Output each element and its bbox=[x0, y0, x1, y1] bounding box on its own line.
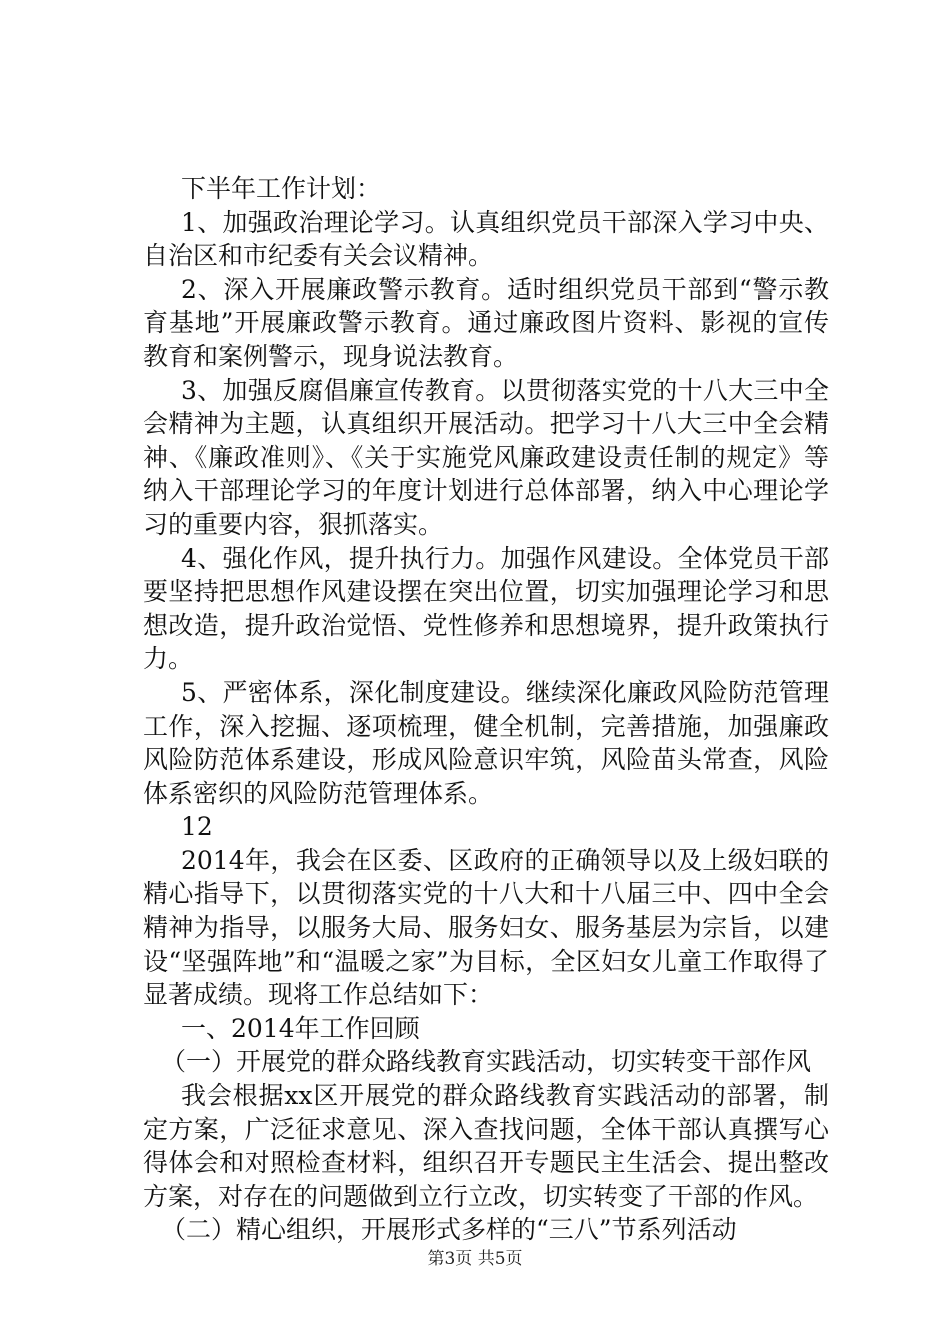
plan-item-5: 5、严密体系，深化制度建设。继续深化廉政风险防范管理工作，深入挖掘、逐项梳理，健全机制，完善措施，加强廉政风险防范体系建设，形成风险意识牢筑，风险苗头常查，风险体系密织的风险防范管理体系。 bbox=[143, 677, 829, 808]
section-heading-plan: 下半年工作计划： bbox=[181, 174, 382, 203]
summary-intro-paragraph: 2014年，我会在区委、区政府的正确领导以及上级妇联的精心指导下，以贯彻落实党的十八大和十八届三中、四中全会精神为指导，以服务大局、服务妇女、服务基层为宗旨，以建设“坚强阵地”和“温暖之家”为目标，全区妇女儿童工作取得了显著成绩。现将工作总结如下： bbox=[143, 845, 829, 1010]
separator-number: 12 bbox=[181, 812, 213, 842]
subsection-heading-1: （一）开展党的群众路线教育实践活动，切实转变干部作风 bbox=[161, 1047, 812, 1077]
subsection-1-paragraph: 我会根据xx区开展党的群众路线教育实践活动的部署，制定方案，广泛征求意见、深入查找问题，全体干部认真撰写心得体会和对照检查材料，组织召开专题民主生活会、提出整改方案，对存在的问题做到立行立改，切实转变了干部的作风。 bbox=[143, 1081, 829, 1211]
page-number-footer: 第3页 共5页 bbox=[427, 1249, 523, 1269]
subsection-heading-2: （二）精心组织，开展形式多样的“三八”节系列活动 bbox=[161, 1215, 737, 1245]
plan-item-2: 2、深入开展廉政警示教育。适时组织党员干部到“警示教育基地”开展廉政警示教育。通过廉政图片资料、影视的宣传教育和案例警示，现身说法教育。 bbox=[143, 274, 829, 371]
section-heading-review: 一、2014年工作回顾 bbox=[181, 1013, 420, 1043]
plan-item-4: 4、强化作风，提升执行力。加强作风建设。全体党员干部要坚持把思想作风建设摆在突出位置，切实加强理论学习和思想改造，提升政治觉悟、党性修养和思想境界，提升政策执行力。 bbox=[143, 543, 829, 674]
plan-item-3: 3、加强反腐倡廉宣传教育。以贯彻落实党的十八大三中全会精神为主题，认真组织开展活动。把学习十八大三中全会精神、《廉政准则》、《关于实施党风廉政建设责任制的规定》等纳入干部理论学习的年度计划进行总体部署，纳入中心理论学习的重要内容，狠抓落实。 bbox=[143, 375, 829, 539]
document-body bbox=[143, 172, 829, 1247]
plan-item-1: 1、加强政治理论学习。认真组织党员干部深入学习中央、自治区和市纪委有关会议精神。 bbox=[143, 207, 829, 271]
